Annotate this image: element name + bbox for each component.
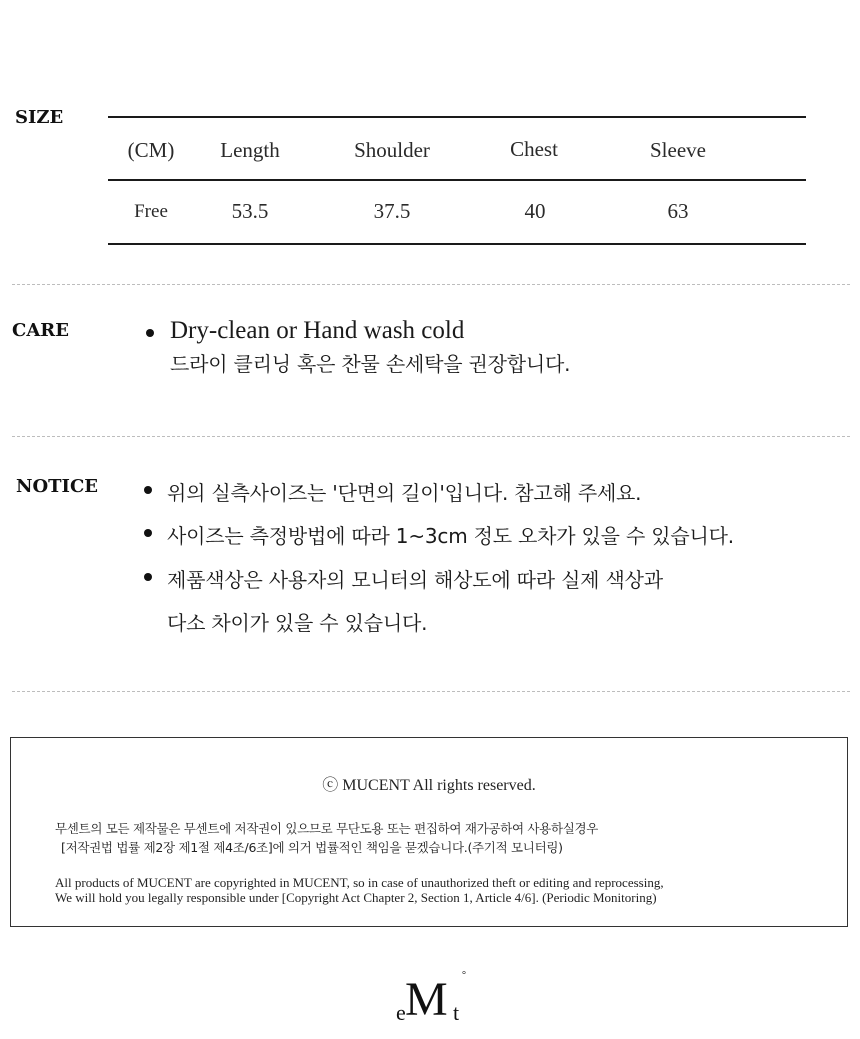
cell-size: Free — [134, 201, 168, 222]
cell-shoulder: 37.5 — [373, 199, 411, 223]
copyright-box — [10, 737, 848, 927]
bullet — [144, 529, 152, 537]
copyright-title: ⓒ MUCENT All rights reserved. — [322, 777, 536, 794]
mucent-logo — [396, 970, 468, 1026]
copyright-en-line1: All products of MUCENT are copyrighted in MUCENT, so in case of unauthorized theft or editing and reprocessing, — [55, 875, 664, 890]
notice-item-text: 사이즈는 측정방법에 따라 1~3cm 정도 오차가 있을 수 있습니다. — [167, 524, 734, 548]
table-bottom-rule — [108, 243, 806, 245]
care-text-en: Dry-clean or Hand wash cold — [170, 317, 465, 344]
logo-letter-t: t — [453, 1000, 460, 1025]
table-top-rule — [108, 116, 806, 118]
header-shoulder: Shoulder — [354, 138, 430, 162]
cell-length: 53.5 — [231, 199, 269, 223]
header-chest: Chest — [510, 137, 558, 161]
logo-mark: ° — [462, 970, 466, 981]
care-heading: CARE — [12, 320, 69, 341]
divider — [12, 436, 850, 437]
size-heading: SIZE — [15, 107, 64, 128]
logo-letter-e: e — [396, 1000, 406, 1025]
header-sleeve: Sleeve — [650, 138, 706, 162]
table-header-rule — [108, 179, 806, 181]
copyright-kr-line1: 무센트의 모든 제작물은 무센트에 저작권이 있으므로 무단도용 또는 편집하여 재가공하여 사용하실경우 — [55, 821, 599, 836]
divider — [12, 691, 850, 692]
care-bullet — [146, 329, 154, 337]
notice-item-continuation: 다소 차이가 있을 수 있습니다. — [167, 611, 428, 635]
notice-item-text: 제품색상은 사용자의 모니터의 해상도에 따라 실제 색상과 — [167, 568, 663, 592]
divider — [12, 284, 850, 285]
header-length: Length — [220, 138, 280, 162]
header-unit: (CM) — [127, 138, 175, 162]
care-text-kr: 드라이 클리닝 혹은 찬물 손세탁을 권장합니다. — [170, 352, 571, 376]
logo-letter-m: M — [405, 973, 448, 1026]
cell-chest: 40 — [524, 199, 546, 223]
copyright-en-line2: We will hold you legally responsible under [Copyright Act Chapter 2, Section 1, Article 4/6]. (Periodic Monitoring) — [55, 890, 657, 905]
cell-sleeve: 63 — [667, 199, 689, 223]
bullet — [144, 486, 152, 494]
notice-item-text: 위의 실측사이즈는 '단면의 길이'입니다. 참고해 주세요. — [167, 481, 642, 505]
notice-heading: NOTICE — [16, 476, 98, 497]
bullet — [144, 573, 152, 581]
copyright-kr-line2: [저작권법 법률 제2장 제1절 제4조/6조]에 의거 법률적인 책임을 묻겠습니다.(주기적 모니터링) — [61, 840, 563, 855]
